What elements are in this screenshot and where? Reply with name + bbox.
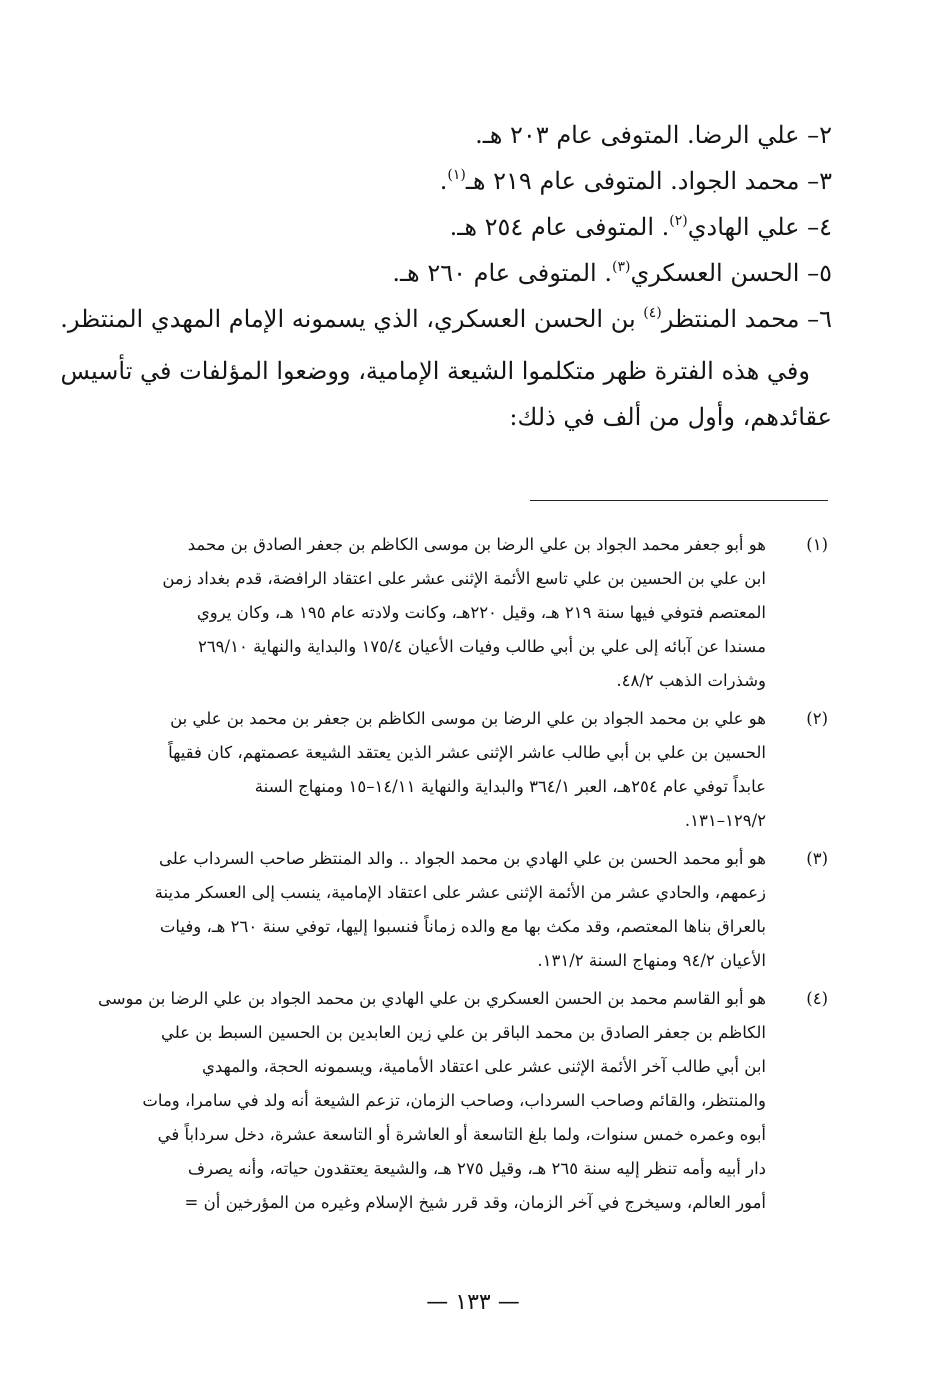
footnote-number: (٤) <box>806 989 828 1008</box>
footnote-line: بالعراق بناها المعتصم، وقد مكث بها مع والده زماناً فنسبوا إليها، توفي سنة ٢٦٠ هـ، وفيات <box>159 917 766 936</box>
footnote-number: (١) <box>806 535 828 554</box>
footnote-ref: (٣) <box>611 259 631 275</box>
footnote <box>126 702 832 838</box>
footnote-line: المعتصم فتوفي فيها سنة ٢١٩ هـ، وقيل ٢٢٠هـ، وكانت ولادته عام ١٩٥ هـ، وكان يروي <box>196 603 766 622</box>
footnote-line: الكاظم بن جعفر الصادق بن محمد الباقر بن علي زين العابدين بن الحسين السبط بن علي <box>160 1023 766 1042</box>
footnote-line: الأعيان ٩٤/٢ ومنهاج السنة ١٣١/٢. <box>537 951 766 970</box>
paragraph-line: وفي هذه الفترة ظهر متكلموا الشيعة الإمامية، ووضعوا المؤلفات في تأسيس <box>60 357 810 385</box>
imam-list-item: ٦– محمد المنتظر$^{(٤)}$ بن الحسن العسكري، الذي يسمونه الإمام المهدي المنتظر. <box>60 305 832 333</box>
footnote-line: هو أبو محمد الحسن بن علي الهادي بن محمد الجواد .. والد المنتظر صاحب السرداب على <box>159 849 766 868</box>
imam-list-item: ٣– محمد الجواد. المتوفى عام ٢١٩ هـ$^{(١)}$. <box>439 167 832 195</box>
footnote-line: مسندا عن آبائه إلى علي بن أبي طالب وفيات الأعيان ١٧٥/٤ والبداية والنهاية ٢٦٩/١٠ <box>197 637 766 656</box>
imam-list-item: ٤– علي الهادي$^{(٢)}$. المتوفى عام ٢٥٤ هـ. <box>449 213 832 241</box>
footnotes <box>97 528 832 1224</box>
footnote-line: دار أبيه وأمه تنظر إليه سنة ٢٦٥ هـ، وقيل ٢٧٥ هـ، والشيعة يعتقدون حياته، وأنه يصرف <box>187 1159 766 1178</box>
footnote-line: أمور العالم، وسيخرج في آخر الزمان، وقد قرر شيخ الإسلام وغيره من المؤرخين أن = <box>184 1193 766 1212</box>
imam-list-item: ٥– الحسن العسكري$^{(٣)}$. المتوفى عام ٢٦٠ هـ. <box>392 259 832 287</box>
body-paragraph <box>60 348 832 440</box>
footnote <box>126 842 832 978</box>
footnote-line: ١٢٩/٢–١٣١. <box>684 811 766 830</box>
footnote-line: وشذرات الذهب ٤٨/٢. <box>616 671 766 690</box>
footnote <box>97 982 832 1220</box>
footnote-number: (٢) <box>806 709 828 728</box>
footnote-line: زعمهم، والحادي عشر من الأئمة الإثنى عشر على اعتقاد الإمامية، ينسب إلى العسكر مدينة <box>154 883 766 902</box>
paragraph-line: عقائدهم، وأول من ألف في ذلك: <box>509 403 832 431</box>
footnote-line: والمنتظر، والقائم وصاحب السرداب، وصاحب الزمان، تزعم الشيعة أنه ولد في سامرا، ومات <box>142 1091 766 1110</box>
footnote <box>126 528 832 698</box>
page-number: — ١٣٣ — <box>426 1290 520 1315</box>
footnote-line: هو علي بن محمد الجواد بن علي الرضا بن موسى الكاظم بن جعفر بن محمد بن علي بن <box>170 709 766 728</box>
main-text <box>60 112 832 440</box>
footnote-line: الحسين بن علي بن أبي طالب عاشر الإثنى عشر الذين يعتقد الشيعة عصمتهم، كان فقيهاً <box>168 743 766 762</box>
footnote-line: عابداً توفي عام ٢٥٤هـ، العبر ٣٦٤/١ والبداية والنهاية ١٤/١١–١٥ ومنهاج السنة <box>254 777 766 796</box>
footnote-line: ابن علي بن الحسين بن علي تاسع الأئمة الإثنى عشر على اعتقاد الرافضة، قدم بغداد زمن <box>162 569 766 588</box>
footnote-number: (٣) <box>806 849 828 868</box>
footnote-ref: (٤) <box>643 305 662 321</box>
footnote-line: هو أبو جعفر محمد الجواد بن علي الرضا بن موسى الكاظم بن جعفر الصادق بن محمد <box>187 535 766 554</box>
imam-list-item: ٢– علي الرضا. المتوفى عام ٢٠٣ هـ. <box>475 121 832 149</box>
footnote-ref: (٢) <box>669 213 688 229</box>
footnote-ref: (١) <box>447 167 466 183</box>
footnote-separator <box>530 500 828 501</box>
footnote-line: ابن أبي طالب آخر الأئمة الإثنى عشر على اعتقاد الأمامية، ويسمونه الحجة، والمهدي <box>201 1057 766 1076</box>
footnote-line: أبوه وعمره خمس سنوات، ولما بلغ التاسعة أو العاشرة أو التاسعة عشرة، دخل سرداباً في <box>157 1125 766 1144</box>
footnote-line: هو أبو القاسم محمد بن الحسن العسكري بن علي الهادي بن محمد الجواد بن علي الرضا بن موسى <box>97 989 766 1008</box>
